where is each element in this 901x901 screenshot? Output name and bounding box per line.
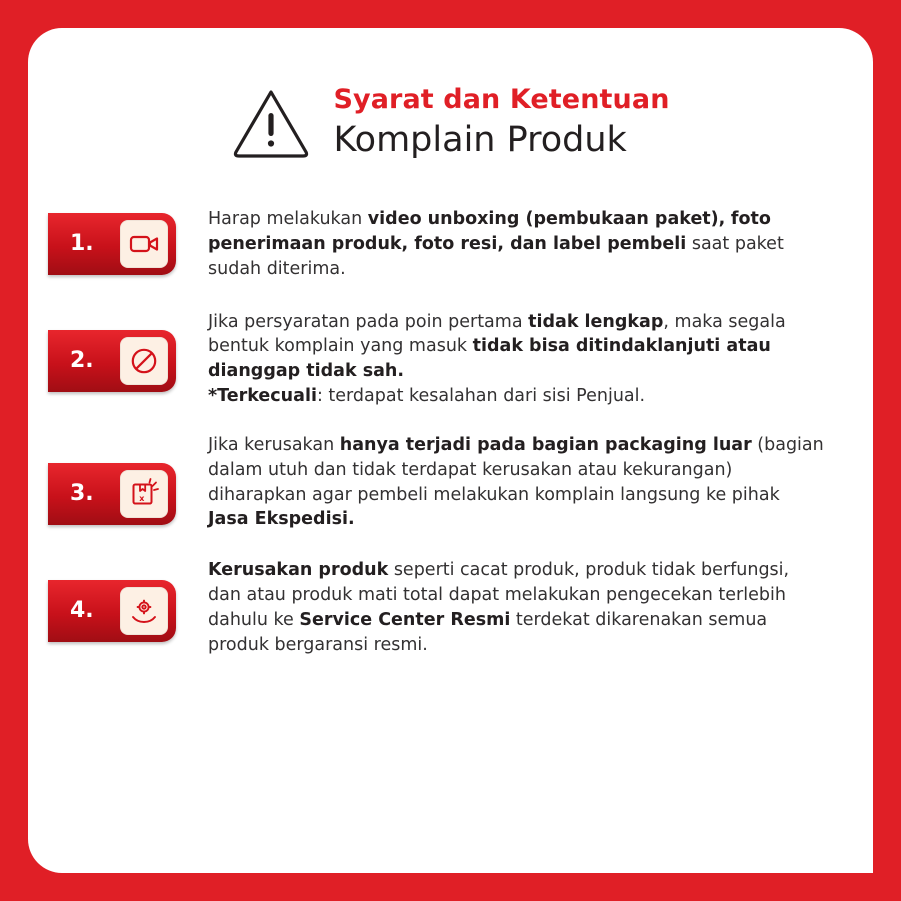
service-gear-hand-icon bbox=[120, 587, 168, 635]
item-number: 4. bbox=[70, 598, 94, 624]
item-number: 3. bbox=[70, 480, 94, 506]
damaged-package-icon bbox=[120, 470, 168, 518]
prohibited-icon bbox=[120, 337, 168, 385]
content-card bbox=[28, 28, 873, 873]
warning-triangle-icon bbox=[231, 86, 311, 160]
video-camera-icon bbox=[120, 220, 168, 268]
item-text: Jika kerusakan hanya terjadi pada bagian packaging luar (bagian dalam utuh dan tidak terdapat kerusakan atau kekurangan) diharapkan agar pembeli melakukan komplain langsung ke pihak Jasa Ekspedisi. bbox=[208, 434, 824, 530]
list-item bbox=[42, 308, 825, 409]
list-item bbox=[42, 205, 825, 282]
item-badge bbox=[48, 330, 176, 392]
svg-text:x: x bbox=[139, 494, 145, 504]
item-number: 1. bbox=[70, 231, 94, 257]
terms-list bbox=[28, 205, 873, 658]
item-badge bbox=[48, 213, 176, 275]
item-number: 2. bbox=[70, 347, 94, 373]
header bbox=[28, 28, 873, 161]
item-badge bbox=[48, 580, 176, 642]
item-badge bbox=[48, 463, 176, 525]
title-top: Syarat dan Ketentuan bbox=[333, 84, 670, 115]
item-text: Kerusakan produk seperti cacat produk, produk tidak berfungsi, dan atau produk mati total dapat melakukan pengecekan terlebih dahulu ke Service Center Resmi terdekat dikarenakan semua produk bergaransi resmi. bbox=[208, 560, 790, 655]
page-title: Komplain Produk bbox=[333, 120, 627, 161]
item-text: Jika persyaratan pada poin pertama tidak lengkap, maka segala bentuk komplain yang masuk tidak bisa ditindaklanjuti atau dianggap tidak sah. *Terkecuali: terdapat kesalahan dari sisi Penjual. bbox=[208, 311, 786, 407]
header-titles bbox=[333, 84, 669, 161]
item-text: Harap melakukan video unboxing (pembukaan paket), foto penerimaan produk, foto resi, dan label pembeli saat paket sudah diterima. bbox=[208, 209, 784, 279]
list-item bbox=[42, 431, 825, 532]
list-item bbox=[42, 556, 825, 657]
